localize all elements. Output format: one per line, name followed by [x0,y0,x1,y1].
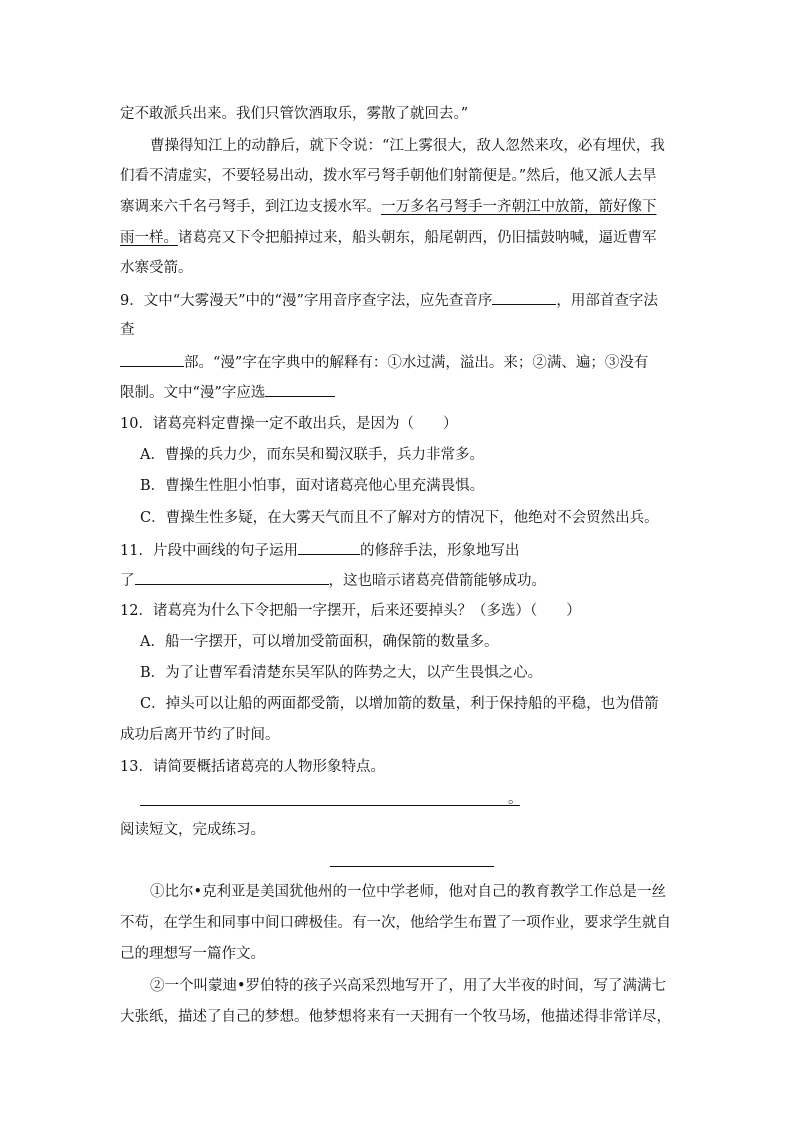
passage-line: 寨调来六千名弓弩手，到江边支援水军。一万多名弓弩手一齐朝江中放箭，箭好像下 [120,199,657,215]
question-9-line: 查 [120,322,135,338]
question-11-line: 了 ，这也暗示诸葛亮借箭能够成功。 [120,570,680,591]
question-10: 10．诸葛亮料定曹操一定不敢出兵，是因为（ ） [120,416,458,432]
answer-blank[interactable] [265,382,335,397]
answer-blank[interactable] [120,352,184,367]
question-12: 12．诸葛亮为什么下令把船一字摆开，后来还要掉头？（多选）（ ） [120,603,581,619]
passage-line: 定不敢派兵出来。我们只管饮酒取乐，雾散了就回去。” [120,106,469,122]
paragraph-line: 不苟，在学生和同事中间口碑极佳。有一次，他给学生布置了一项作业，要求学生就自 [120,915,671,931]
paragraph-line: ①比尔•克利亚是美国犹他州的一位中学老师，他对自己的教育教学工作总是一丝 [150,884,667,900]
question-11: 11．片段中画线的句子运用 的修辞手法，形象地写出 [120,540,680,561]
answer-line[interactable] [140,805,520,806]
paragraph-line: 己的理想写一篇作文。 [120,946,265,962]
answer-blank[interactable] [298,540,360,555]
answer-blank[interactable] [492,290,556,305]
option-c-continued: 成功后离开节约了时间。 [120,727,280,743]
answer-blank[interactable] [135,570,329,585]
answer-end-mark: 。 [508,791,523,807]
paragraph-line: ②一个叫蒙迪•罗伯特的孩子兴高采烈地写开了，用了大半夜的时间，写了满满七 [150,978,667,994]
underlined-sentence: 一万多名弓弩手一齐朝江中放箭，箭好像下 [381,199,657,215]
option-c[interactable]: C．掉头可以让船的两面都受箭，以增加箭的数量，利于保持船的平稳，也为借箭 [140,696,659,712]
option-a[interactable]: A．曹操的兵力少，而东吴和蜀汉联手，兵力非常多。 [140,447,484,463]
underlined-sentence: 雨一样。 [120,230,178,246]
paragraph-line: 大张纸，描述了自己的梦想。他梦想将来有一天拥有一个牧马场，他描述得非常详尽， [120,1009,671,1025]
passage-line: 水寨受箭。 [120,260,193,276]
title-blank-line[interactable] [330,866,494,867]
option-a[interactable]: A．船一字摆开，可以增加受箭面积，确保箭的数量多。 [140,634,499,650]
option-c[interactable]: C．曹操生性多疑，在大雾天气而且不了解对方的情况下，他绝对不会贸然出兵。 [140,510,659,526]
question-9: 9．文中“大雾漫天”中的“漫”字用音序查字法，应先查音序 ，用部首查字法 [120,290,680,311]
passage-line: 曹操得知江上的动静后，就下令说：“江上雾很大，敌人忽然来攻，必有埋伏，我 [150,138,665,154]
question-13: 13．请简要概括诸葛亮的人物形象特点。 [120,759,385,775]
passage-line: 雨一样。诸葛亮又下令把船掉过来，船头朝东，船尾朝西，仍旧擂鼓呐喊，逼近曹军 [120,230,657,246]
option-b[interactable]: B．为了让曹军看清楚东吴军队的阵势之大，以产生畏惧之心。 [140,665,543,681]
reading-intro: 阅读短文，完成练习。 [120,822,265,838]
question-9-line: 限制。文中“漫”字应选 [120,382,680,403]
option-b[interactable]: B．曹操生性胆小怕事，面对诸葛亮他心里充满畏惧。 [140,478,485,494]
question-9-line: 部。“漫”字在字典中的解释有：①水过满，溢出。来；②满、遍；③没有 [120,352,680,373]
passage-line: 们看不清虚实，不要轻易出动，拨水军弓弩手朝他们射箭便是。”然后，他又派人去旱 [120,168,657,184]
